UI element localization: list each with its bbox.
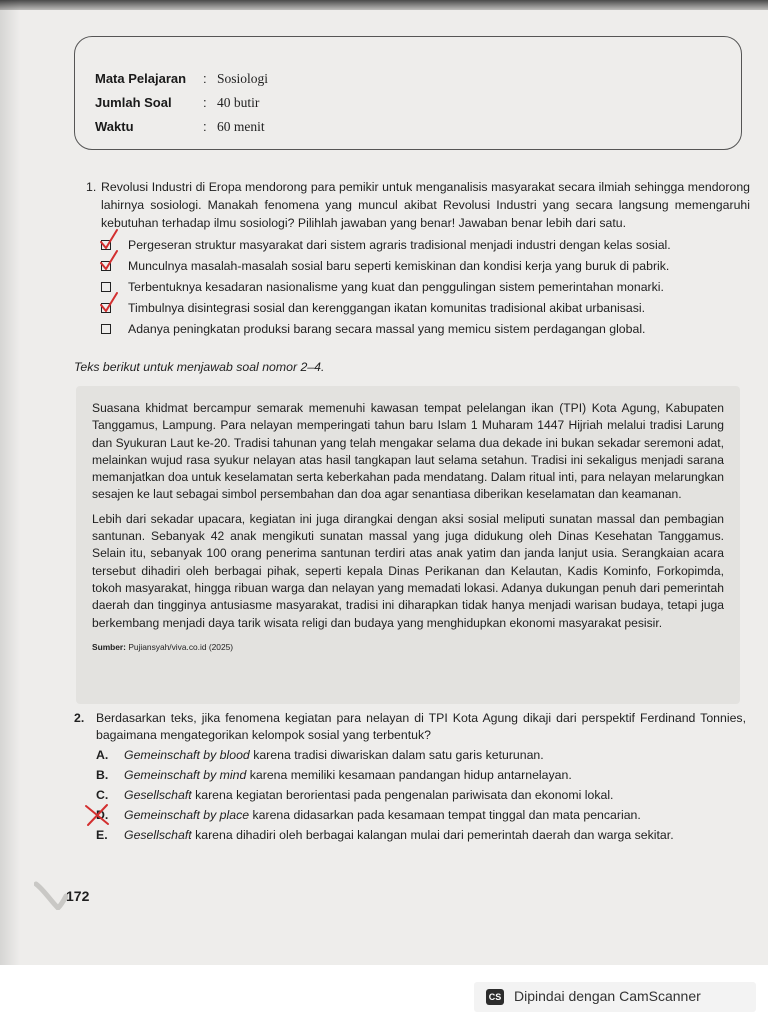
option-3[interactable] <box>101 277 750 298</box>
question-text: Berdasarkan teks, jika fenomena kegiatan para nelayan di TPI Kota Agung dikaji dari perspektif Ferdinand Tonnies, bagaimana mengategorikan kelompok sosial yang terbentuk? <box>96 711 746 742</box>
info-row-subject: Mata Pelajaran : Sosiologi <box>95 71 269 86</box>
question-1 <box>86 178 750 340</box>
page-number: 172 <box>66 888 90 904</box>
option-text: Adanya peningkatan produksi barang secara massal yang memicu sistem perdagangan global. <box>128 322 646 336</box>
option-1[interactable] <box>101 235 750 256</box>
option-5[interactable] <box>101 319 750 340</box>
reading-passage <box>76 386 740 704</box>
info-value: 40 butir <box>217 95 260 110</box>
option-text: Terbentuknya kesadaran nasionalisme yang kuat dan penggulingan sistem pemerintahan monarki. <box>128 280 664 294</box>
scanner-watermark <box>474 982 756 1012</box>
info-value: 60 menit <box>217 119 265 134</box>
option-text: Gesellschaft karena dihadiri oleh berbagai kalangan mulai dari pemerintah daerah dan warga sekitar. <box>124 828 674 842</box>
page-curl-decoration <box>34 880 68 910</box>
option-text: Gesellschaft karena kegiatan berorientasi pada pengenalan pariwisata dan ekonomi lokal. <box>124 788 614 802</box>
question-number: 2. <box>74 711 85 725</box>
info-value: Sosiologi <box>217 71 269 86</box>
subject-info-box <box>74 36 742 150</box>
info-label: Jumlah Soal <box>95 95 172 110</box>
info-row-time: Waktu : 60 menit <box>95 119 265 134</box>
option-2[interactable] <box>101 256 750 277</box>
option-4[interactable] <box>101 298 750 319</box>
option-d[interactable] <box>96 805 746 825</box>
info-label: Waktu <box>95 119 134 134</box>
option-list <box>74 745 746 845</box>
option-a[interactable] <box>96 745 746 765</box>
passage-paragraph: Lebih dari sekadar upacara, kegiatan ini juga dirangkai dengan aksi sosial meliputi sunatan massal dan pembagian santunan. Sebanyak 42 anak mengikuti sunatan massal yang juga didukung oleh Dinas Kesehatan Tanggamus. Selain itu, sebanyak 100 orang penerima santunan terdiri atas anak yatim dan janda lanjut usia. Serangkaian acara tersebut dihadiri oleh berbagai pihak, seperti kepala Dinas Perikanan dan Kelautan, Kadis Kominfo, Forkopimda, tokoh masyarakat, hingga ribuan warga dan nelayan yang memadati lokasi. Adanya dukungan penuh dari pemerintah daerah dan tingginya antusiasme masyarakat, tradisi ini diharapkan tidak hanya menjadi warisan budaya, tetapi juga berkembang menjadi daya tarik wisata religi dan budaya yang menghidupkan ekonomi masyarakat pesisir. <box>92 511 724 630</box>
option-e[interactable] <box>96 825 746 845</box>
option-c[interactable] <box>96 785 746 805</box>
passage-source <box>92 639 724 656</box>
passage-intro: Teks berikut untuk menjawab soal nomor 2–4. <box>74 360 325 374</box>
question-number: 1. <box>86 180 97 194</box>
option-text: Gemeinschaft by blood karena tradisi diwariskan dalam satu garis keturunan. <box>124 748 544 762</box>
option-letter: D. <box>96 808 109 822</box>
info-row-count: Jumlah Soal : 40 butir <box>95 95 260 110</box>
source-text: Pujiansyah/viva.co.id (2025) <box>128 641 234 652</box>
option-letter: A. <box>96 748 109 762</box>
info-label: Mata Pelajaran <box>95 71 187 86</box>
option-b[interactable] <box>96 765 746 785</box>
passage-paragraph: Suasana khidmat bercampur semarak memenuhi kawasan tempat pelelangan ikan (TPI) Kota Agung, Kabupaten Tanggamus, Lampung. Para nelayan memperingati tahun baru Islam 1 Muharam 1447 Hijriah melalui tradisi Larung dan Syukuran Laut ke-20. Tradisi tahunan yang telah mengakar selama dua dekade ini bukan sekadar seremoni adat, melainkan wujud rasa syukur nelayan atas hasil tangkapan laut selama setahun. Tradisi ini sekaligus menjadi sarana memanjatkan doa untuk keselamatan serta keberkahan pada mendatang. Dalam ritual inti, para nelayan melarungkan sesajen ke laut sebagai simbol persembahan dan doa agar senantiasa diberikan keselamatan dan keamanan. <box>92 401 724 502</box>
option-text: Timbulnya disintegrasi sosial dan kerenggangan ikatan komunitas tradisional akibat urbanisasi. <box>128 301 645 315</box>
checkmark-icon <box>99 250 119 272</box>
checkbox[interactable] <box>101 282 111 292</box>
option-letter: B. <box>96 768 109 782</box>
checkbox[interactable] <box>101 324 111 334</box>
checkmark-icon <box>99 229 119 251</box>
camscanner-logo-icon: CS <box>486 989 504 1005</box>
checkmark-icon <box>99 292 119 314</box>
source-label: Sumber: <box>92 641 126 652</box>
option-text: Gemeinschaft by place karena didasarkan pada kesamaan tempat tinggal dan mata pencarian. <box>124 808 641 822</box>
watermark-text: Dipindai dengan CamScanner <box>514 988 701 1004</box>
question-2 <box>74 710 746 845</box>
option-text: Pergeseran struktur masyarakat dari sistem agraris tradisional menjadi industri dengan kelas sosial. <box>128 238 671 252</box>
option-letter: E. <box>96 828 108 842</box>
question-text: Revolusi Industri di Eropa mendorong para pemikir untuk menganalisis masyarakat secara ilmiah sehingga mendorong lahirnya sosiologi. Manakah fenomena yang muncul akibat Revolusi Industri yang secara langsung memengaruhi kebutuhan terhadap ilmu sosiologi? Pilihlah jawaban yang benar! Jawaban benar lebih dari satu. <box>101 180 750 230</box>
option-list <box>86 235 750 340</box>
option-text: Gemeinschaft by mind karena memiliki kesamaan pandangan hidup antarnelayan. <box>124 768 572 782</box>
option-text: Munculnya masalah-masalah sosial baru seperti kemiskinan dan kondisi kerja yang buruk di pabrik. <box>128 259 670 273</box>
cross-mark-icon <box>82 803 112 827</box>
option-letter: C. <box>96 788 109 802</box>
